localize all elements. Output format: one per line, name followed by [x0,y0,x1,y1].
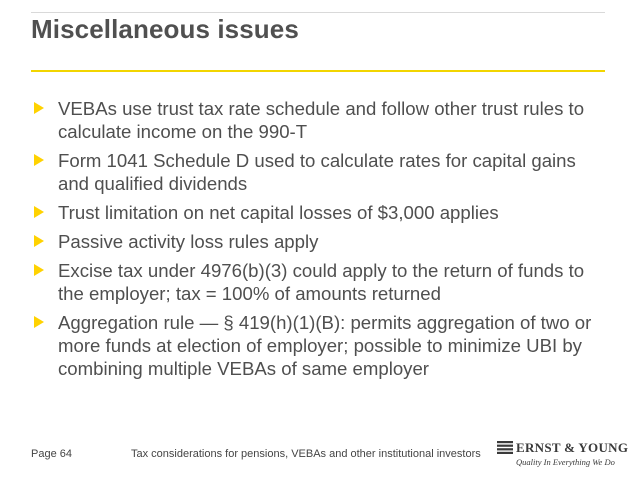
ernst-young-logo [497,440,629,472]
slide-title: Miscellaneous issues [31,14,299,44]
bullet-arrow-icon [34,235,44,247]
bullet-arrow-icon [34,264,44,276]
bullet-item [34,259,609,305]
bullet-text: Trust limitation on net capital losses of $3,000 applies [58,202,499,223]
bullet-item [34,97,609,143]
bullet-arrow-icon [34,154,44,166]
bullet-text: Excise tax under 4976(b)(3) could apply to the return of funds to the employer; tax = 100% of amounts returned [58,260,585,304]
bullet-text: Aggregation rule — § 419(h)(1)(B): permits aggregation of two or more funds at election of employer; possible to minimize UBI by combining multiple VEBAs of same employer [58,312,592,379]
logo-tagline: Quality In Everything We Do [516,457,615,467]
bullet-text: Passive activity loss rules apply [58,231,319,252]
bullet-item [34,230,609,253]
bullet-arrow-icon [34,102,44,114]
top-divider [31,12,605,13]
logo-company-name: ERNST & YOUNG [516,440,629,455]
bullet-arrow-icon [34,206,44,218]
bullet-item [34,201,609,224]
bullet-list [34,97,609,386]
title-divider [31,70,605,72]
footer-presentation-title: Tax considerations for pensions, VEBAs and other institutional investors [131,448,481,460]
bullet-item [34,311,609,380]
ey-mark-icon [497,441,513,454]
page-number: Page 64 [31,448,72,460]
bullet-text: VEBAs use trust tax rate schedule and follow other trust rules to calculate income on the 990-T [58,98,585,142]
bullet-arrow-icon [34,316,44,328]
bullet-text: Form 1041 Schedule D used to calculate rates for capital gains and qualified dividends [58,150,576,194]
bullet-item [34,149,609,195]
